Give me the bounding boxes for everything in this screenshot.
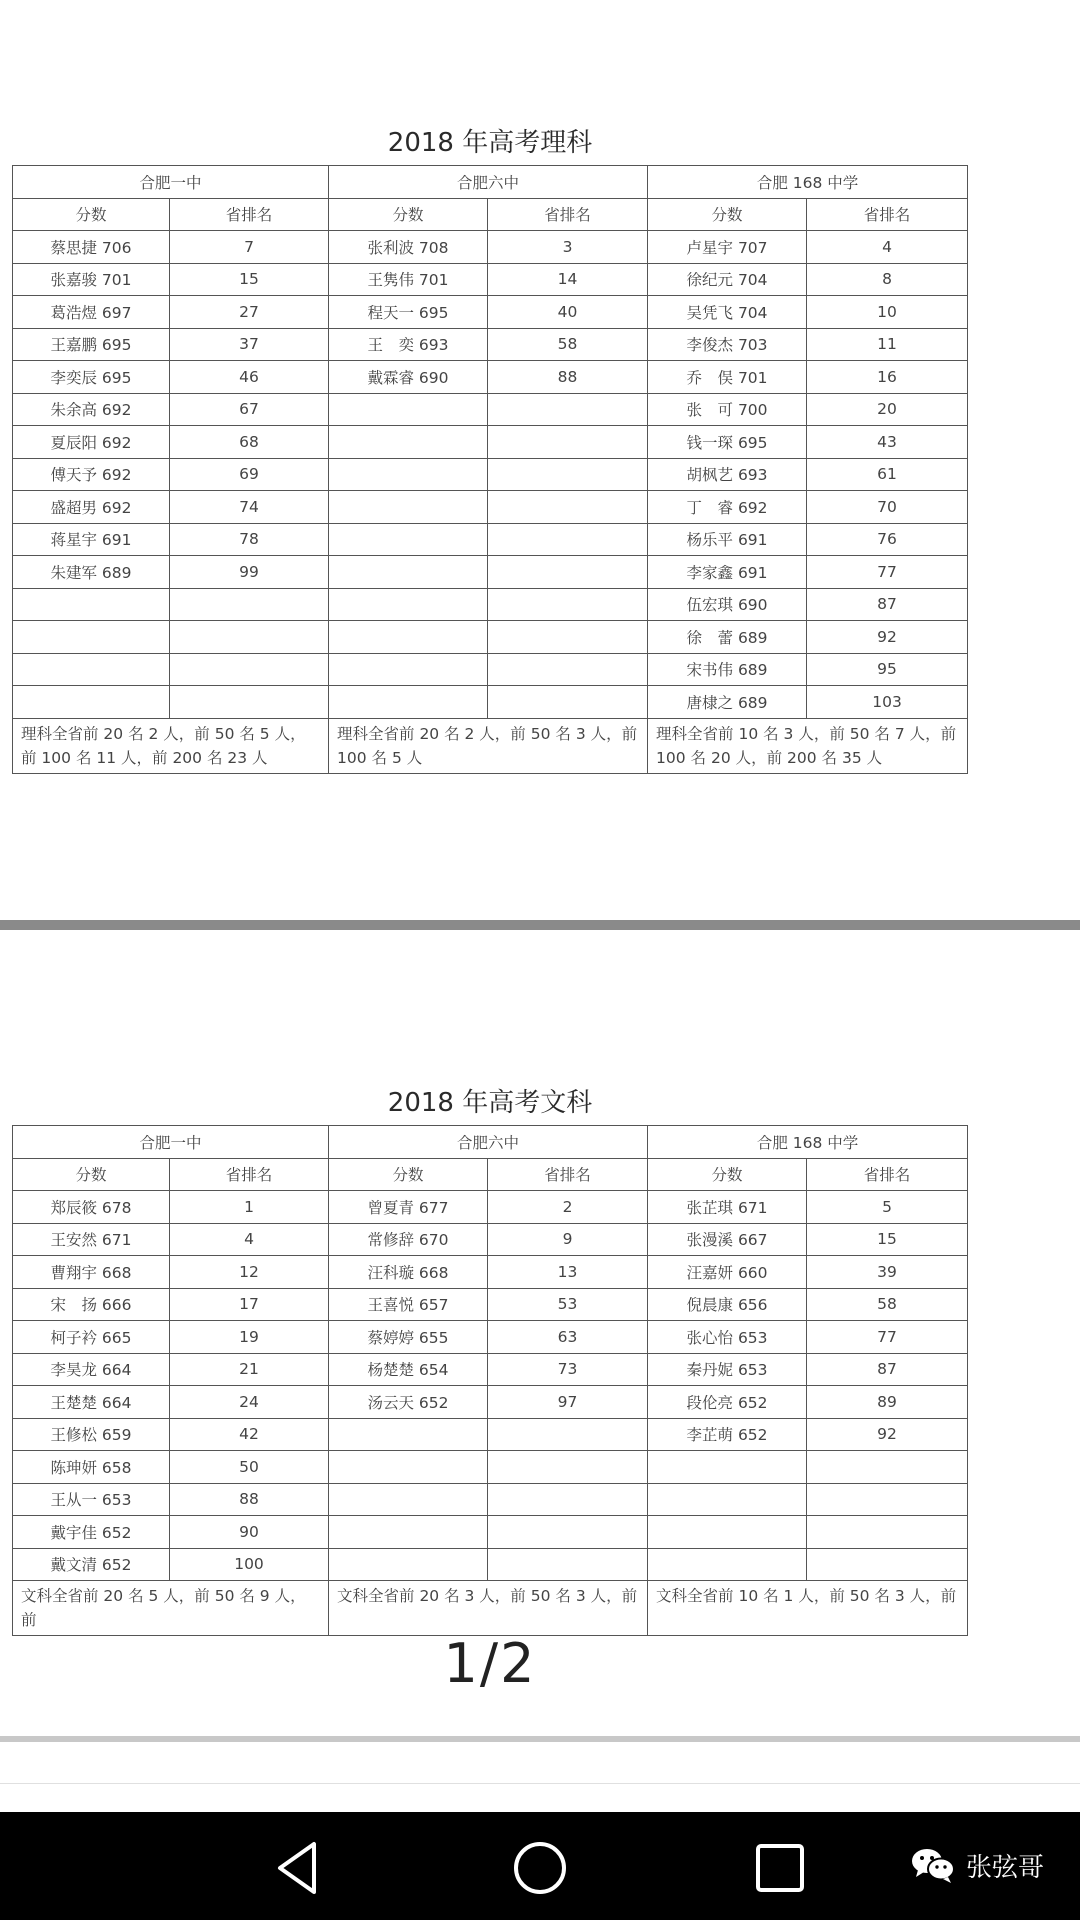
province-rank-cell: 11 bbox=[807, 328, 968, 361]
province-rank-cell: 58 bbox=[488, 328, 648, 361]
student-score-cell bbox=[329, 393, 488, 426]
province-rank-cell: 63 bbox=[488, 1321, 648, 1354]
province-rank-cell bbox=[488, 653, 648, 686]
province-rank-cell: 76 bbox=[807, 523, 968, 556]
student-score-cell: 傅天予 692 bbox=[13, 458, 170, 491]
liberal-title: 2018 年高考文科 bbox=[387, 1088, 593, 1118]
province-rank-cell: 58 bbox=[807, 1288, 968, 1321]
column-header-row bbox=[13, 198, 968, 231]
student-score-cell: 李俊杰 703 bbox=[648, 328, 807, 361]
province-rank-cell: 43 bbox=[807, 426, 968, 459]
table-row bbox=[13, 1191, 968, 1224]
student-score-cell bbox=[329, 523, 488, 556]
student-score-cell bbox=[13, 588, 170, 621]
province-rank-cell: 90 bbox=[170, 1516, 329, 1549]
table-row bbox=[13, 1223, 968, 1256]
student-score-cell: 徐纪元 704 bbox=[648, 263, 807, 296]
student-score-cell: 张 可 700 bbox=[648, 393, 807, 426]
rank-header: 省排名 bbox=[170, 198, 329, 231]
student-score-cell: 段伦亮 652 bbox=[648, 1386, 807, 1419]
student-score-cell: 朱余高 692 bbox=[13, 393, 170, 426]
table-row bbox=[13, 458, 968, 491]
student-score-cell: 戴文清 652 bbox=[13, 1548, 170, 1581]
student-score-cell: 宋书伟 689 bbox=[648, 653, 807, 686]
student-score-cell bbox=[13, 621, 170, 654]
score-header: 分数 bbox=[13, 198, 170, 231]
table-row bbox=[13, 523, 968, 556]
student-score-cell bbox=[329, 426, 488, 459]
liberal-score-table bbox=[12, 1125, 968, 1636]
school-name: 合肥 168 中学 bbox=[648, 166, 968, 199]
student-score-cell bbox=[329, 621, 488, 654]
table-row bbox=[13, 1418, 968, 1451]
province-rank-cell: 4 bbox=[807, 231, 968, 264]
province-rank-cell bbox=[488, 1548, 648, 1581]
province-rank-cell bbox=[170, 621, 329, 654]
province-rank-cell bbox=[488, 1483, 648, 1516]
table-row bbox=[13, 556, 968, 589]
student-score-cell bbox=[329, 653, 488, 686]
province-rank-cell bbox=[488, 458, 648, 491]
table-row bbox=[13, 328, 968, 361]
rank-header: 省排名 bbox=[488, 198, 648, 231]
province-rank-cell bbox=[488, 426, 648, 459]
page-divider bbox=[0, 920, 1080, 930]
province-rank-cell: 97 bbox=[488, 1386, 648, 1419]
province-rank-cell: 67 bbox=[170, 393, 329, 426]
province-rank-cell: 103 bbox=[807, 686, 968, 719]
table-row bbox=[13, 296, 968, 329]
summary-cell: 理科全省前 20 名 2 人，前 50 名 3 人，前 100 名 5 人 bbox=[329, 718, 648, 773]
province-rank-cell: 20 bbox=[807, 393, 968, 426]
page-bottom-line bbox=[0, 1783, 1080, 1784]
table-row bbox=[13, 426, 968, 459]
student-score-cell: 曹翔宇 668 bbox=[13, 1256, 170, 1289]
student-score-cell: 李家鑫 691 bbox=[648, 556, 807, 589]
student-score-cell: 常修辞 670 bbox=[329, 1223, 488, 1256]
score-header: 分数 bbox=[648, 198, 807, 231]
student-score-cell bbox=[329, 1548, 488, 1581]
province-rank-cell bbox=[488, 556, 648, 589]
province-rank-cell: 19 bbox=[170, 1321, 329, 1354]
province-rank-cell: 21 bbox=[170, 1353, 329, 1386]
province-rank-cell: 24 bbox=[170, 1386, 329, 1419]
student-score-cell bbox=[13, 653, 170, 686]
student-score-cell: 夏辰阳 692 bbox=[13, 426, 170, 459]
watermark-label: 张弦哥 bbox=[966, 1852, 1045, 1883]
student-score-cell: 蒋星宇 691 bbox=[13, 523, 170, 556]
table-row bbox=[13, 1483, 968, 1516]
province-rank-cell bbox=[488, 491, 648, 524]
school-header-row bbox=[13, 166, 968, 199]
province-rank-cell bbox=[488, 588, 648, 621]
student-score-cell: 郑辰筱 678 bbox=[13, 1191, 170, 1224]
school-name: 合肥一中 bbox=[13, 1126, 329, 1159]
province-rank-cell: 70 bbox=[807, 491, 968, 524]
province-rank-cell: 92 bbox=[807, 1418, 968, 1451]
student-score-cell bbox=[329, 588, 488, 621]
province-rank-cell: 78 bbox=[170, 523, 329, 556]
province-rank-cell: 42 bbox=[170, 1418, 329, 1451]
province-rank-cell: 15 bbox=[807, 1223, 968, 1256]
student-score-cell: 吴凭飞 704 bbox=[648, 296, 807, 329]
school-name: 合肥六中 bbox=[329, 166, 648, 199]
home-icon[interactable] bbox=[510, 1838, 570, 1898]
province-rank-cell: 9 bbox=[488, 1223, 648, 1256]
student-score-cell bbox=[329, 458, 488, 491]
province-rank-cell: 12 bbox=[170, 1256, 329, 1289]
student-score-cell: 汪科璇 668 bbox=[329, 1256, 488, 1289]
province-rank-cell bbox=[488, 621, 648, 654]
student-score-cell: 汪嘉妍 660 bbox=[648, 1256, 807, 1289]
province-rank-cell: 87 bbox=[807, 588, 968, 621]
rank-header: 省排名 bbox=[170, 1158, 329, 1191]
province-rank-cell: 88 bbox=[488, 361, 648, 394]
student-score-cell: 葛浩煜 697 bbox=[13, 296, 170, 329]
student-score-cell bbox=[329, 686, 488, 719]
province-rank-cell: 68 bbox=[170, 426, 329, 459]
student-score-cell bbox=[329, 1418, 488, 1451]
student-score-cell bbox=[648, 1516, 807, 1549]
province-rank-cell: 8 bbox=[807, 263, 968, 296]
province-rank-cell bbox=[488, 1418, 648, 1451]
student-score-cell: 曾夏青 677 bbox=[329, 1191, 488, 1224]
student-score-cell: 杨楚楚 654 bbox=[329, 1353, 488, 1386]
student-score-cell: 卢星宇 707 bbox=[648, 231, 807, 264]
table-row bbox=[13, 653, 968, 686]
province-rank-cell: 50 bbox=[170, 1451, 329, 1484]
student-score-cell: 王从一 653 bbox=[13, 1483, 170, 1516]
watermark bbox=[910, 1840, 1044, 1890]
student-score-cell: 戴霖睿 690 bbox=[329, 361, 488, 394]
province-rank-cell bbox=[170, 686, 329, 719]
student-score-cell: 汤云天 652 bbox=[329, 1386, 488, 1419]
table-row bbox=[13, 1256, 968, 1289]
province-rank-cell: 88 bbox=[170, 1483, 329, 1516]
student-score-cell bbox=[329, 556, 488, 589]
student-score-cell: 王喜悦 657 bbox=[329, 1288, 488, 1321]
student-score-cell: 王修松 659 bbox=[13, 1418, 170, 1451]
score-header: 分数 bbox=[329, 1158, 488, 1191]
table-row bbox=[13, 588, 968, 621]
rank-header: 省排名 bbox=[807, 198, 968, 231]
student-score-cell: 胡枫艺 693 bbox=[648, 458, 807, 491]
summary-row bbox=[13, 1581, 968, 1636]
province-rank-cell: 1 bbox=[170, 1191, 329, 1224]
student-score-cell: 杨乐平 691 bbox=[648, 523, 807, 556]
student-score-cell: 秦丹妮 653 bbox=[648, 1353, 807, 1386]
province-rank-cell bbox=[807, 1483, 968, 1516]
province-rank-cell: 100 bbox=[170, 1548, 329, 1581]
province-rank-cell: 89 bbox=[807, 1386, 968, 1419]
summary-cell: 文科全省前 20 名 3 人，前 50 名 3 人，前 bbox=[329, 1581, 648, 1636]
province-rank-cell: 77 bbox=[807, 556, 968, 589]
table-row bbox=[13, 1548, 968, 1581]
student-score-cell: 程天一 695 bbox=[329, 296, 488, 329]
wechat-icon bbox=[910, 1846, 956, 1884]
student-score-cell: 张嘉骏 701 bbox=[13, 263, 170, 296]
school-header-row bbox=[13, 1126, 968, 1159]
province-rank-cell: 13 bbox=[488, 1256, 648, 1289]
science-title: 2018 年高考理科 bbox=[387, 128, 593, 158]
province-rank-cell bbox=[170, 588, 329, 621]
province-rank-cell: 99 bbox=[170, 556, 329, 589]
student-score-cell: 张漫溪 667 bbox=[648, 1223, 807, 1256]
student-score-cell bbox=[13, 686, 170, 719]
student-score-cell: 伍宏琪 690 bbox=[648, 588, 807, 621]
province-rank-cell: 39 bbox=[807, 1256, 968, 1289]
summary-cell: 理科全省前 10 名 3 人，前 50 名 7 人，前 100 名 20 人，前 200 名 35 人 bbox=[648, 718, 968, 773]
province-rank-cell bbox=[488, 1516, 648, 1549]
table-row bbox=[13, 1353, 968, 1386]
table-row bbox=[13, 263, 968, 296]
student-score-cell: 王隽伟 701 bbox=[329, 263, 488, 296]
table-row bbox=[13, 1516, 968, 1549]
table-row bbox=[13, 1321, 968, 1354]
table-row bbox=[13, 393, 968, 426]
school-name: 合肥 168 中学 bbox=[648, 1126, 968, 1159]
student-score-cell: 宋 扬 666 bbox=[13, 1288, 170, 1321]
province-rank-cell: 87 bbox=[807, 1353, 968, 1386]
student-score-cell: 蔡思捷 706 bbox=[13, 231, 170, 264]
province-rank-cell: 5 bbox=[807, 1191, 968, 1224]
student-score-cell: 丁 睿 692 bbox=[648, 491, 807, 524]
student-score-cell: 钱一琛 695 bbox=[648, 426, 807, 459]
rank-header: 省排名 bbox=[488, 1158, 648, 1191]
science-score-table bbox=[12, 165, 968, 774]
province-rank-cell: 53 bbox=[488, 1288, 648, 1321]
student-score-cell: 李奕辰 695 bbox=[13, 361, 170, 394]
student-score-cell: 乔 俣 701 bbox=[648, 361, 807, 394]
table-row bbox=[13, 1386, 968, 1419]
summary-cell: 文科全省前 20 名 5 人，前 50 名 9 人，前 bbox=[13, 1581, 329, 1636]
province-rank-cell: 95 bbox=[807, 653, 968, 686]
province-rank-cell bbox=[807, 1451, 968, 1484]
score-header: 分数 bbox=[329, 198, 488, 231]
province-rank-cell: 2 bbox=[488, 1191, 648, 1224]
student-score-cell: 柯子衿 665 bbox=[13, 1321, 170, 1354]
page-bottom-bar bbox=[0, 1736, 1080, 1742]
student-score-cell: 王嘉鹏 695 bbox=[13, 328, 170, 361]
back-icon[interactable] bbox=[270, 1838, 330, 1898]
summary-cell: 理科全省前 20 名 2 人，前 50 名 5 人，前 100 名 11 人，前 200 名 23 人 bbox=[13, 718, 329, 773]
province-rank-cell bbox=[488, 523, 648, 556]
province-rank-cell: 40 bbox=[488, 296, 648, 329]
table-row bbox=[13, 491, 968, 524]
province-rank-cell: 92 bbox=[807, 621, 968, 654]
province-rank-cell: 15 bbox=[170, 263, 329, 296]
province-rank-cell bbox=[488, 686, 648, 719]
province-rank-cell: 4 bbox=[170, 1223, 329, 1256]
student-score-cell: 王 奕 693 bbox=[329, 328, 488, 361]
summary-row bbox=[13, 718, 968, 773]
table-row bbox=[13, 686, 968, 719]
student-score-cell: 李昊龙 664 bbox=[13, 1353, 170, 1386]
liberal-table-viewport[interactable] bbox=[0, 1125, 1080, 1629]
student-score-cell: 张利波 708 bbox=[329, 231, 488, 264]
province-rank-cell bbox=[170, 653, 329, 686]
student-score-cell: 蔡婷婷 655 bbox=[329, 1321, 488, 1354]
province-rank-cell bbox=[488, 393, 648, 426]
province-rank-cell: 46 bbox=[170, 361, 329, 394]
student-score-cell bbox=[329, 1483, 488, 1516]
student-score-cell: 王楚楚 664 bbox=[13, 1386, 170, 1419]
student-score-cell: 倪晨康 656 bbox=[648, 1288, 807, 1321]
table-row bbox=[13, 1451, 968, 1484]
rank-header: 省排名 bbox=[807, 1158, 968, 1191]
student-score-cell bbox=[329, 1516, 488, 1549]
student-score-cell: 张心怡 653 bbox=[648, 1321, 807, 1354]
summary-cell: 文科全省前 10 名 1 人，前 50 名 3 人，前 bbox=[648, 1581, 968, 1636]
province-rank-cell bbox=[488, 1451, 648, 1484]
student-score-cell: 李芷萌 652 bbox=[648, 1418, 807, 1451]
student-score-cell bbox=[648, 1548, 807, 1581]
province-rank-cell: 17 bbox=[170, 1288, 329, 1321]
student-score-cell: 朱建军 689 bbox=[13, 556, 170, 589]
province-rank-cell: 73 bbox=[488, 1353, 648, 1386]
table-row bbox=[13, 621, 968, 654]
score-header: 分数 bbox=[13, 1158, 170, 1191]
page-indicator: 1/2 bbox=[443, 1632, 537, 1695]
student-score-cell bbox=[329, 491, 488, 524]
school-name: 合肥六中 bbox=[329, 1126, 648, 1159]
province-rank-cell: 7 bbox=[170, 231, 329, 264]
student-score-cell: 徐 蕾 689 bbox=[648, 621, 807, 654]
province-rank-cell: 37 bbox=[170, 328, 329, 361]
student-score-cell: 戴宇佳 652 bbox=[13, 1516, 170, 1549]
province-rank-cell: 10 bbox=[807, 296, 968, 329]
province-rank-cell: 77 bbox=[807, 1321, 968, 1354]
recents-icon[interactable] bbox=[750, 1838, 810, 1898]
province-rank-cell: 14 bbox=[488, 263, 648, 296]
table-row bbox=[13, 1288, 968, 1321]
student-score-cell bbox=[648, 1483, 807, 1516]
student-score-cell: 张芷琪 671 bbox=[648, 1191, 807, 1224]
student-score-cell bbox=[648, 1451, 807, 1484]
student-score-cell: 王安然 671 bbox=[13, 1223, 170, 1256]
province-rank-cell: 74 bbox=[170, 491, 329, 524]
province-rank-cell bbox=[807, 1548, 968, 1581]
student-score-cell: 陈珅妍 658 bbox=[13, 1451, 170, 1484]
table-row bbox=[13, 231, 968, 264]
student-score-cell bbox=[329, 1451, 488, 1484]
table-row bbox=[13, 361, 968, 394]
province-rank-cell bbox=[807, 1516, 968, 1549]
student-score-cell: 盛超男 692 bbox=[13, 491, 170, 524]
province-rank-cell: 3 bbox=[488, 231, 648, 264]
school-name: 合肥一中 bbox=[13, 166, 329, 199]
province-rank-cell: 27 bbox=[170, 296, 329, 329]
province-rank-cell: 16 bbox=[807, 361, 968, 394]
column-header-row bbox=[13, 1158, 968, 1191]
province-rank-cell: 61 bbox=[807, 458, 968, 491]
student-score-cell: 唐棣之 689 bbox=[648, 686, 807, 719]
province-rank-cell: 69 bbox=[170, 458, 329, 491]
score-header: 分数 bbox=[648, 1158, 807, 1191]
